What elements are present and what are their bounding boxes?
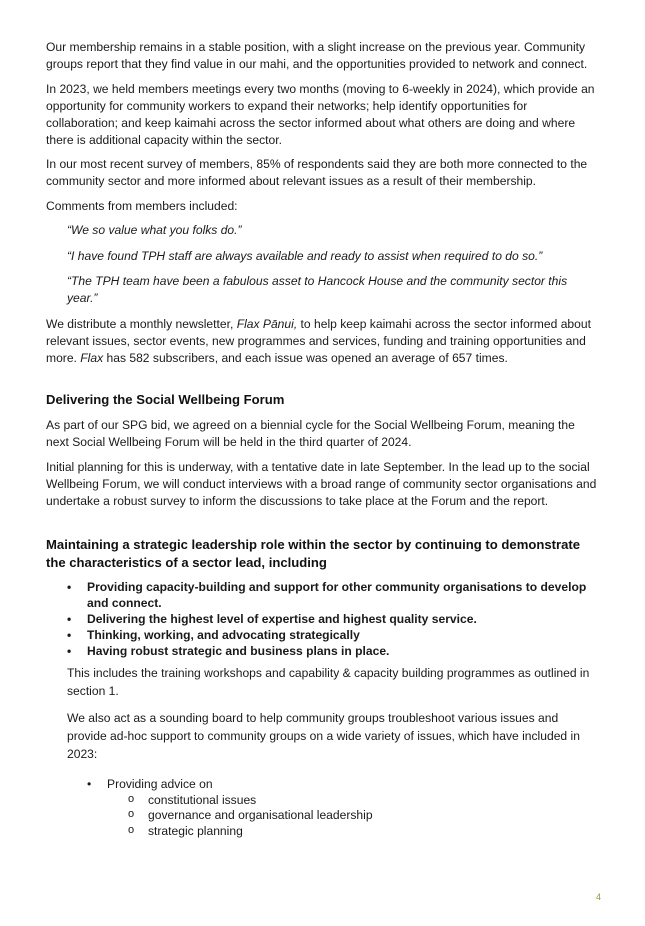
page-number: 4 (595, 892, 601, 902)
forum-heading: Delivering the Social Wellbeing Forum (46, 391, 285, 407)
advice-label: Providing advice on (107, 777, 213, 791)
leadership-bullet-list (46, 579, 599, 659)
forum-paragraph: As part of our SPG bid, we agreed on a biennial cycle for the Social Wellbeing Forum, meaning the next Social Wellbeing Forum will be held in the third quarter of 2024. (46, 418, 575, 449)
advice-list (46, 777, 599, 839)
newsletter-text: We distribute a monthly newsletter, (46, 316, 237, 331)
newsletter-text: has 582 subscribers, and each issue was opened an average of 657 times. (103, 350, 508, 365)
training-paragraph: This includes the training workshops and capability & capacity building programmes as outlined in section 1. (67, 665, 590, 698)
list-item: • Delivering the highest level of expertise and highest quality service. (67, 611, 599, 627)
member-quote: “I have found TPH staff are always available and ready to assist when required to do so.” (67, 248, 543, 263)
newsletter-paragraph (46, 316, 599, 367)
newsletter-text: to help keep kaimahi across the sector informed about relevant issues, sector events, new programmes and services, funding and training opportunities and more. (46, 316, 591, 365)
list-item: • Providing capacity-building and support for other community organisations to develop and connect. (67, 579, 599, 611)
member-quote: “The TPH team have been a fabulous asset to Hancock House and the community sector this year.” (67, 274, 568, 305)
list-item: o strategic planning (128, 824, 599, 840)
meetings-paragraph: In 2023, we held members meetings every two months (moving to 6-weekly in 2024), which provide an opportunity for community workers to expand their networks; help identify opportunities for collaboration; and keep kaimahi across the sector informed about what others are doing and where there is additional capacity within the sector. (46, 81, 595, 147)
member-quote: “We so value what you folks do.” (67, 223, 242, 237)
list-item: o constitutional issues (128, 793, 599, 809)
membership-paragraph: Our membership remains in a stable position, with a slight increase on the previous year. Community groups report that they find value in our mahi, and the opportunities provided to network and connect. (46, 40, 588, 71)
newsletter-name: Flax Pānui, (236, 316, 298, 331)
leadership-heading: Maintaining a strategic leadership role within the sector by continuing to demonstrate the characteristics of a sector lead, including (46, 536, 581, 570)
forum-planning-paragraph: Initial planning for this is underway, with a tentative date in late September. In the lead up to the social Wellbeing Forum, we will conduct interviews with a broad range of community sector organisations and undertake a robust survey to inform the discussions to take place at the Forum and the report. (46, 459, 597, 508)
survey-paragraph: In our most recent survey of members, 85% of respondents said they are both more connected to the community sector and more informed about relevant issues as a result of their membership. (46, 157, 588, 188)
list-item: • Having robust strategic and business plans in place. (67, 643, 599, 659)
list-item (87, 777, 599, 839)
list-item: • Thinking, working, and advocating strategically (67, 627, 599, 643)
sounding-board-paragraph: We also act as a sounding board to help community groups troubleshoot various issues and provide ad-hoc support to community groups on a wide variety of issues, which have included in 2023: (67, 711, 580, 761)
newsletter-name-short: Flax (80, 350, 104, 365)
advice-sub-list (107, 793, 599, 840)
comments-intro: Comments from members included: (46, 198, 238, 213)
list-item: o governance and organisational leadership (128, 808, 599, 824)
